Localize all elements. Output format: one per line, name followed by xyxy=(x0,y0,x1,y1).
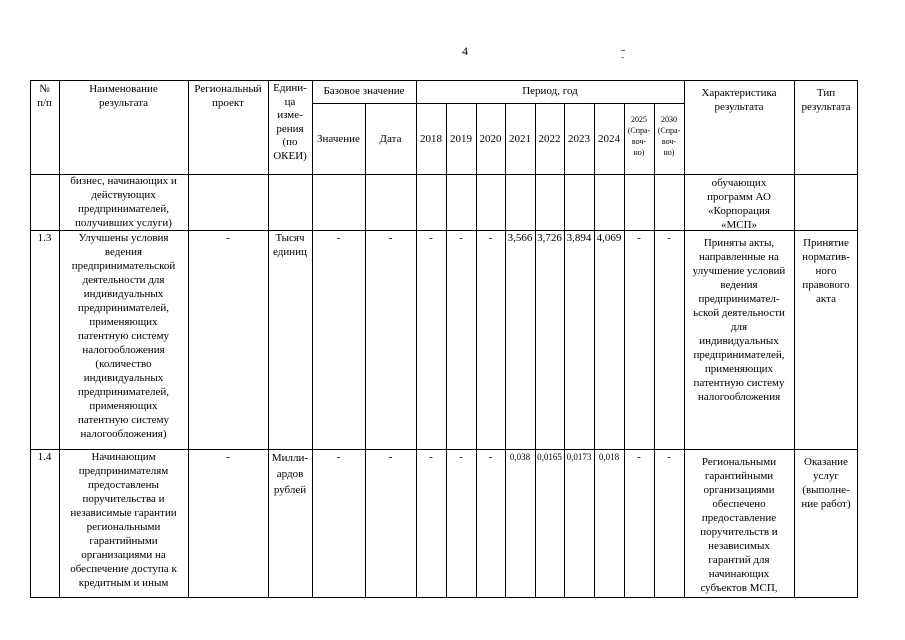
row-2024: 4,069 xyxy=(596,232,622,244)
column-divider xyxy=(564,103,565,598)
row-project: - xyxy=(226,451,230,463)
row-2030: - xyxy=(667,232,671,244)
row-unit: Милли- ардов рублей xyxy=(271,452,309,496)
row-2023: 0,0173 xyxy=(566,452,592,462)
page-number: 4 xyxy=(462,44,468,58)
header-period: Период, год xyxy=(522,85,578,97)
row-2019: - xyxy=(459,451,463,463)
row-characteristic: Региональными гарантийными организациями обеспечено предоставление поручительств и независимых гарантий для начинающих субъектов МСП, xyxy=(700,456,778,594)
row-2022: 0,0165 xyxy=(537,452,562,462)
row-value: - xyxy=(336,451,341,463)
header-date: Дата xyxy=(379,133,402,145)
row-characteristic: Приняты акты, направленные на улучшение условий ведения предпринимател- ьской деятельности для индивидуальных предпринимателей, применяющих патентную систему налогообложения xyxy=(692,237,786,403)
row-type: Принятие норматив- ного правового акта xyxy=(802,237,850,305)
row-2024: 0,018 xyxy=(598,452,620,462)
header-year-2024: 2024 xyxy=(598,133,620,145)
header-base-value: Базовое значение xyxy=(323,85,405,97)
row-divider xyxy=(312,103,684,104)
header-year-2021: 2021 xyxy=(509,133,531,145)
row-num: 1.4 xyxy=(37,451,52,463)
column-divider xyxy=(535,103,536,598)
row-name: Улучшены условия ведения предпринимательской деятельности для индивидуальных предпринимателей, применяющих патентную систему налогообложения (количество индивидуальных предпринимателей, применяющих патентную систему налогообложения) xyxy=(71,232,176,440)
row-project: - xyxy=(226,232,230,244)
row-2021: 3,566 xyxy=(507,232,533,244)
scan-mark xyxy=(621,50,625,51)
header-name: Наименование результата xyxy=(89,83,158,109)
row-2023: 3,894 xyxy=(566,232,592,244)
header-year-2023: 2023 xyxy=(568,133,590,145)
column-divider xyxy=(476,103,477,598)
row-date: - xyxy=(388,232,393,244)
header-num: № п/п xyxy=(37,83,52,109)
header-year-2019: 2019 xyxy=(450,133,472,145)
row-2025: - xyxy=(637,451,641,463)
column-divider xyxy=(365,103,366,598)
row-2021: 0,038 xyxy=(509,452,531,462)
row-num: 1.3 xyxy=(37,232,52,244)
row-name: бизнес, начинающих и действующих предпринимателей, получивших услуги) xyxy=(70,175,177,229)
row-value: - xyxy=(336,232,341,244)
row-unit: Тысяч единиц xyxy=(273,232,307,258)
header-year-2030: 2030 (Спра- воч- но) xyxy=(657,115,681,157)
header-unit: Едини- ца изме- рения (по ОКЕИ) xyxy=(273,82,307,162)
column-divider xyxy=(794,80,795,598)
header-type: Тип результата xyxy=(801,87,851,113)
column-divider xyxy=(594,103,595,598)
row-type: Оказание услуг (выполне- ние работ) xyxy=(801,456,851,510)
row-2025: - xyxy=(637,232,641,244)
header-year-2022: 2022 xyxy=(538,133,561,145)
column-divider xyxy=(505,103,506,598)
column-divider xyxy=(416,80,417,598)
column-divider xyxy=(188,80,189,598)
row-2030: - xyxy=(667,451,671,463)
row-2022: 3,726 xyxy=(537,232,562,244)
header-year-2018: 2018 xyxy=(420,133,442,145)
header-project: Региональный проект xyxy=(194,83,262,109)
row-name: Начинающим предпринимателям предоставлены поручительства и независимые гарантии региональными гарантийными организациями на обеспечение доступа к кредитным и иным xyxy=(70,451,177,589)
row-2020: - xyxy=(488,451,493,463)
column-divider xyxy=(624,103,625,598)
header-year-2020: 2020 xyxy=(479,133,502,145)
row-2019: - xyxy=(459,232,463,244)
row-2020: - xyxy=(488,232,493,244)
row-2018: - xyxy=(429,232,433,244)
header-characteristic: Характеристика результата xyxy=(701,87,777,113)
column-divider xyxy=(312,80,313,598)
row-characteristic: обучающих программ АО «Корпорация «МСП» xyxy=(707,177,771,231)
row-2018: - xyxy=(429,451,433,463)
row-date: - xyxy=(388,451,393,463)
scan-mark xyxy=(621,57,624,58)
column-divider xyxy=(654,103,655,598)
header-value: Значение xyxy=(317,133,360,145)
header-year-2025: 2025 (Спра- воч- но) xyxy=(627,115,651,157)
column-divider xyxy=(446,103,447,598)
